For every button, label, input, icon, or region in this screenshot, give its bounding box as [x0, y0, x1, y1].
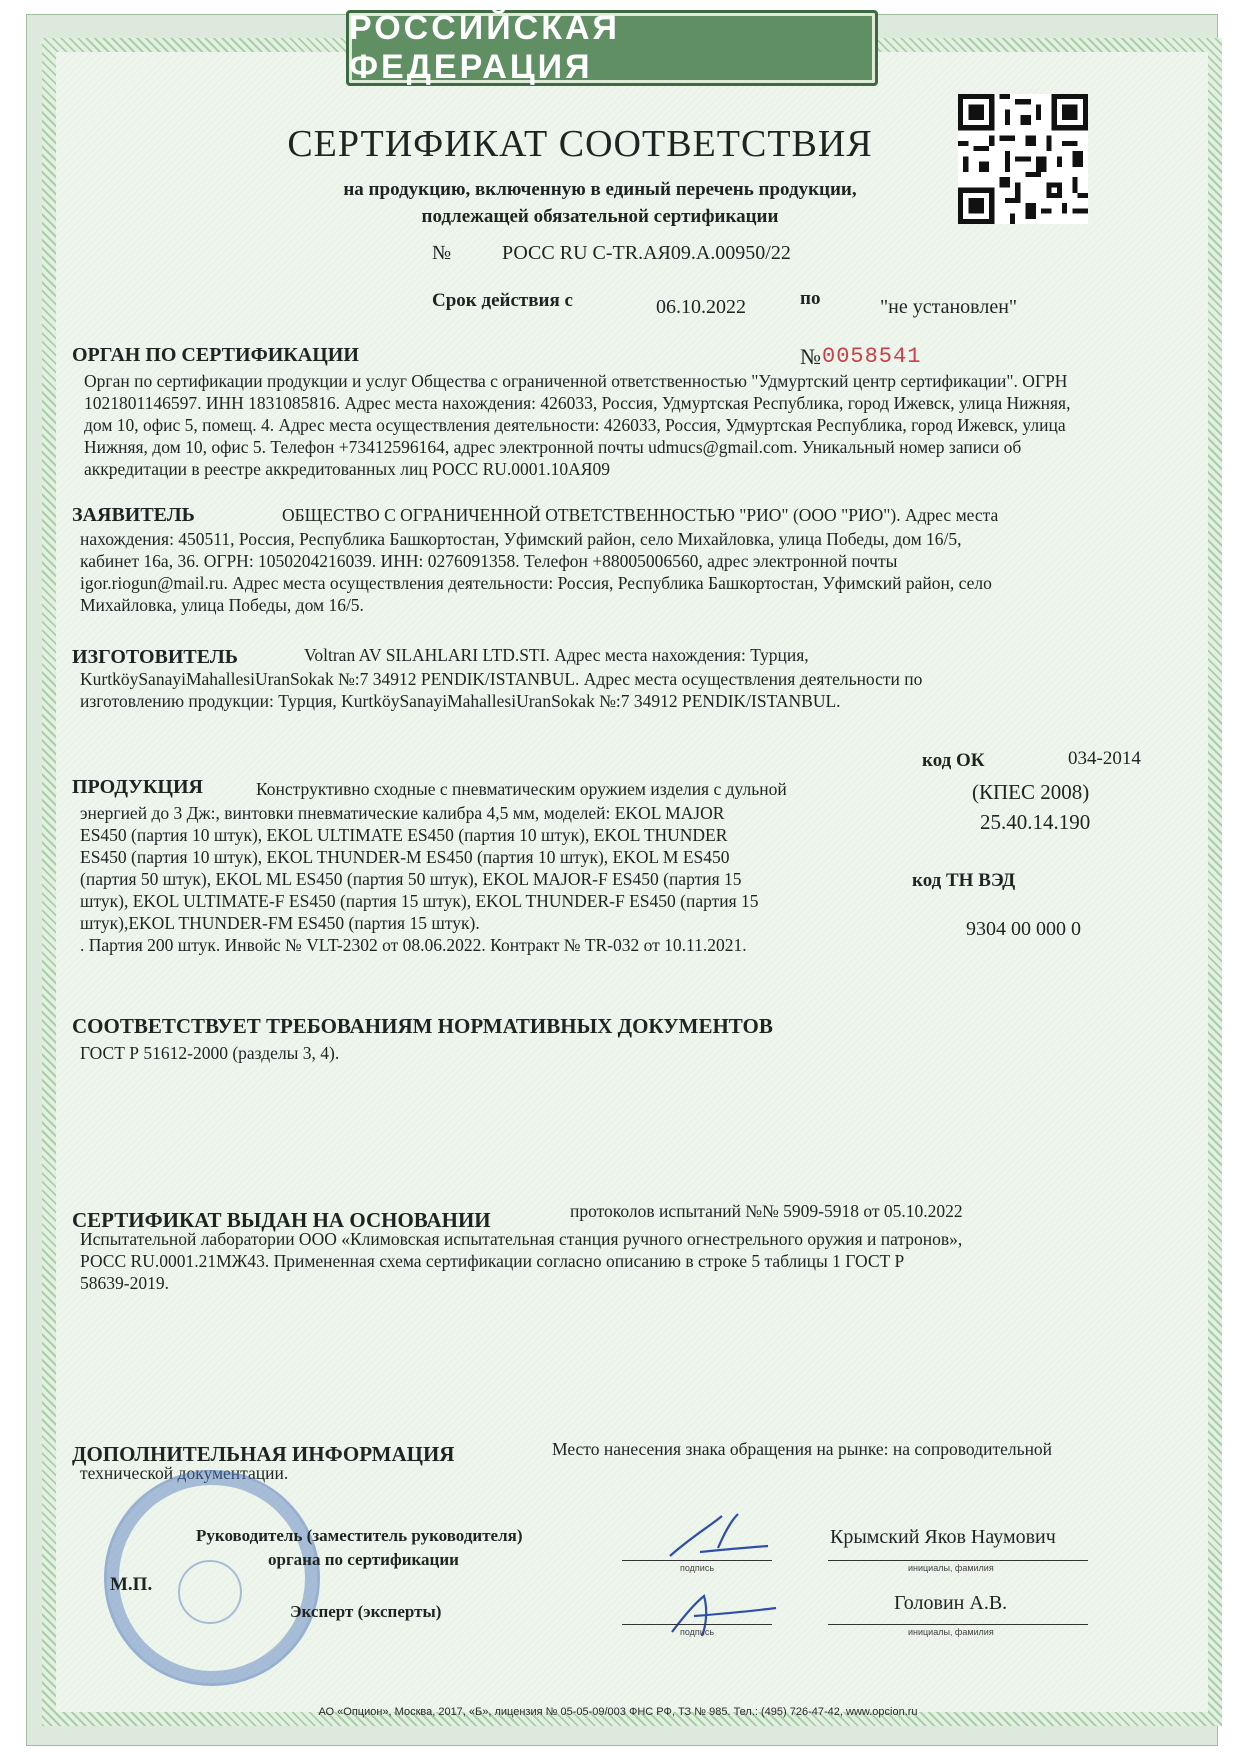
validity-from-label: Срок действия с: [432, 290, 573, 311]
tnved-label: код ТН ВЭД: [912, 870, 1016, 891]
country-banner: [346, 10, 878, 86]
validity-from-date: 06.10.2022: [656, 296, 746, 318]
ok-code-label: код ОК: [922, 750, 985, 771]
additional-info-text: Место нанесения знака обращения на рынке: на сопроводительной: [552, 1439, 1053, 1459]
head-name-caption: инициалы, фамилия: [908, 1563, 994, 1573]
conformity-heading: СООТВЕТСТВУЕТ ТРЕБОВАНИЯМ НОРМАТИВНЫХ ДОКУМЕНТОВ: [72, 1014, 773, 1038]
expert-sign-caption: подпись: [680, 1627, 715, 1637]
additional-info-heading: ДОПОЛНИТЕЛЬНАЯ ИНФОРМАЦИЯ: [72, 1442, 455, 1466]
manufacturer-text: KurtköySanayiMahallesiUranSokak №:7 34912 PENDIK/ISTANBUL. Адрес места осуществления деятельности по изготовлению продукции: Турция, KurtköySanayiMahallesiUranSokak №:7 34912 PENDIK/ISTANBUL.: [80, 669, 923, 711]
expert-name: Головин А.В.: [894, 1592, 1008, 1614]
stamp-center-emblem: [178, 1560, 242, 1624]
cert-body-heading: ОРГАН ПО СЕРТИФИКАЦИИ: [72, 344, 359, 366]
basis-heading: СЕРТИФИКАТ ВЫДАН НА ОСНОВАНИИ: [72, 1208, 491, 1232]
qr-code-icon: [958, 94, 1088, 224]
tnved-code: 9304 00 000 0: [966, 918, 1081, 940]
cert-body-text: Орган по сертификации продукции и услуг Общества с ограниченной ответственностью "Удмуртский центр сертификации". ОГРН 1021801146597. ИНН 1831085816. Адрес места нахождения: 426033, Россия, Удмуртская Республика, город Ижевск, улица Нижняя, дом 10, офис 5, помещ. 4. Адрес места осуществления деятельности: 426033, Россия, Удмуртская Республика, город Ижевск, улица Нижняя, дом 10, офис 5. Телефон +73412596164, адрес электронной почты udmucs@gmail.com. Уникальный номер записи об аккредитации в реестре аккредитованных лиц РОСС RU.0001.10АЯ09: [84, 371, 1071, 479]
conformity-standard: ГОСТ Р 51612-2000 (разделы 3, 4).: [80, 1043, 340, 1063]
applicant-line-first: ОБЩЕСТВО С ОГРАНИЧЕННОЙ ОТВЕТСТВЕННОСТЬЮ "РИО" (ООО "РИО"). Адрес места: [282, 505, 999, 525]
expert-name-caption: инициалы, фамилия: [908, 1627, 994, 1637]
printer-footer: АО «Опцион», Москва, 2017, «Б», лицензия № 05-05-09/003 ФНС РФ, ТЗ № 985. Тел.: (495) 726-47-42, www.opcion.ru: [318, 1706, 918, 1718]
certificate-number-label: №: [432, 242, 452, 264]
head-sign-caption: подпись: [680, 1563, 715, 1573]
head-signature-icon: [660, 1508, 780, 1568]
certificate-number: РОСС RU С-TR.АЯ09.А.00950/22: [502, 242, 791, 264]
serial-number: 0058541: [822, 344, 922, 369]
applicant-text: нахождения: 450511, Россия, Республика Башкортостан, Уфимский район, село Михайловка, улица Победы, дом 16/5, кабинет 16а, 36. ОГРН: 1050204216039. ИНН: 0276091358. Телефон +88005006560, адрес электронной почты igor.riogun@mail.ru. Адрес места осуществления деятельности: Россия, Республика Башкортостан, Уфимский район, село Михайловка, улица Победы, дом 16/5.: [80, 529, 992, 615]
serial-number-label: №: [800, 344, 821, 369]
validity-to-date: "не установлен": [880, 296, 1018, 318]
product-text: энергией до 3 Дж:, винтовки пневматические калибра 4,5 мм, моделей: EKOL MAJOR ES450 (партия 10 штук), EKOL ULTIMATE ES450 (партия 10 штук), EKOL THUNDER ES450 (партия 10 штук), EKOL THUNDER-M ES450 (партия 10 штук), EKOL M ES450 (партия 50 штук), EKOL ML ES450 (партия 50 штук), EKOL MAJOR-F ES450 (партия 15 штук), EKOL ULTIMATE-F ES450 (партия 15 штук), EKOL THUNDER-F ES450 (партия 15 штук),EKOL THUNDER-FM ES450 (партия 15 штук). . Партия 200 штук. Инвойс № VLT-2302 от 08.06.2022. Контракт № TR-032 от 10.11.2021.: [80, 803, 759, 955]
ok-code: 034-2014: [1068, 748, 1141, 769]
basis-protocols: протоколов испытаний №№ 5909-5918 от 05.10.2022: [570, 1201, 963, 1221]
head-signer-label: Руководитель (заместитель руководителя): [196, 1526, 523, 1545]
certificate-subtitle: на продукцию, включенную в единый перечень продукции, подлежащей обязательной сертификации: [343, 179, 857, 227]
additional-info-text-2: технической документации.: [80, 1463, 289, 1483]
basis-text: Испытательной лаборатории ООО «Климовская испытательная станция ручного огнестрельного оружия и патронов», РОСС RU.0001.21МЖ43. Примененная схема сертификации согласно описанию в строке 5 таблицы 1 ГОСТ Р 58639-2019.: [80, 1229, 963, 1293]
head-signer-name: Крымский Яков Наумович: [830, 1526, 1056, 1548]
expert-label: Эксперт (эксперты): [290, 1602, 442, 1621]
ok-classifier-code: 25.40.14.190: [980, 810, 1091, 834]
manufacturer-heading: ИЗГОТОВИТЕЛЬ: [72, 646, 238, 668]
head-signer-label-2: органа по сертификации: [268, 1550, 459, 1569]
seal-place-label: М.П.: [110, 1574, 153, 1595]
product-heading: ПРОДУКЦИЯ: [72, 776, 203, 798]
product-line-first: Конструктивно сходные с пневматическим оружием изделия с дульной: [256, 779, 787, 799]
applicant-heading: ЗАЯВИТЕЛЬ: [72, 504, 195, 526]
certificate-title: СЕРТИФИКАТ СООТВЕТСТВИЯ: [287, 123, 873, 165]
validity-to-label: по: [800, 288, 821, 309]
country-title: РОССИЙСКАЯ ФЕДЕРАЦИЯ: [349, 9, 620, 86]
ok-classifier: (КПЕС 2008): [972, 780, 1090, 804]
manufacturer-line-first: Voltran AV SILAHLARI LTD.STI. Адрес места нахождения: Турция,: [304, 645, 809, 665]
